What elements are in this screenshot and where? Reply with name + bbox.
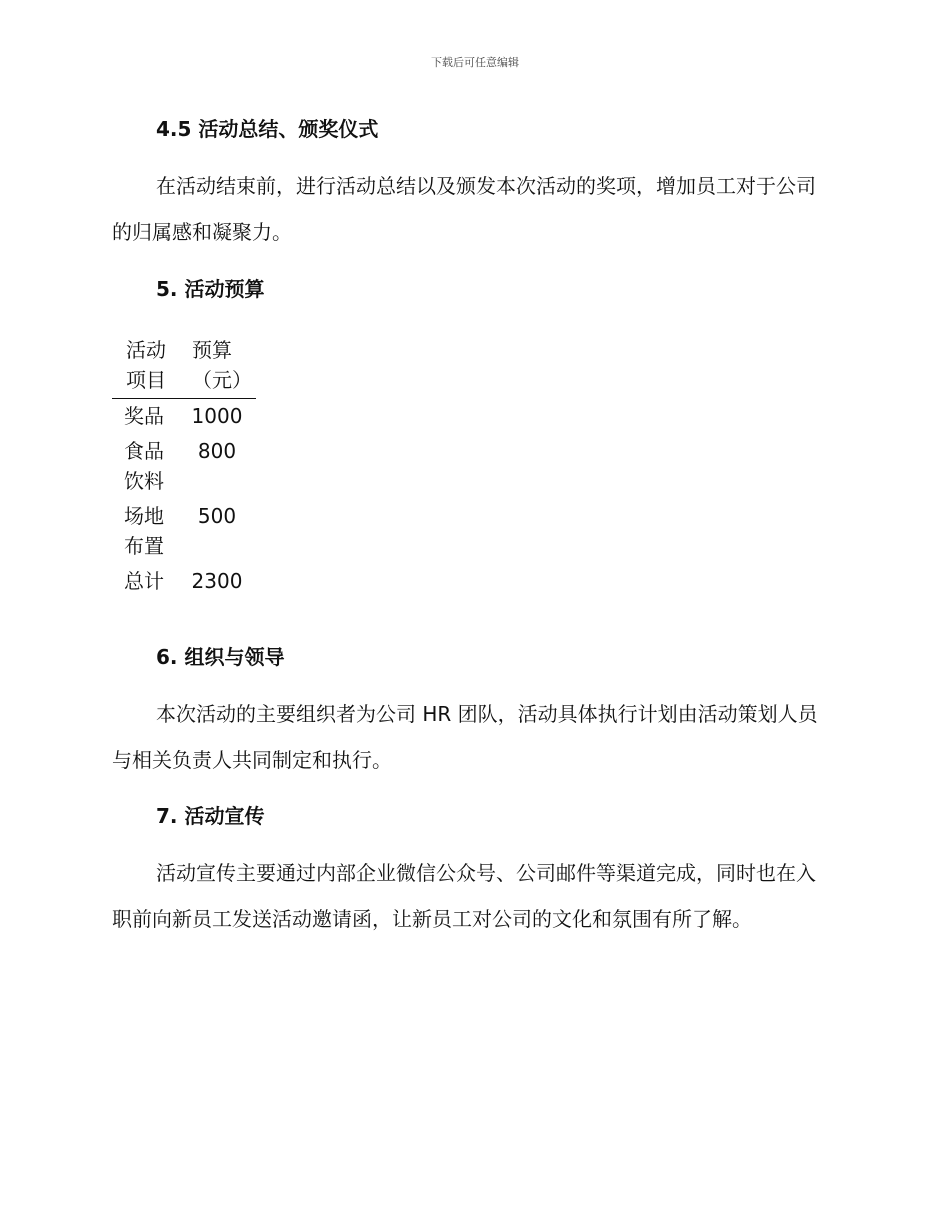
budget-table-header-row	[112, 333, 256, 399]
section-5-title: 5. 活动预算	[156, 277, 265, 301]
section-6-body	[112, 691, 832, 783]
table-row	[112, 564, 256, 599]
section-4-5-title: 4.5 活动总结、颁奖仪式	[156, 117, 379, 141]
row-item: 食品饮料	[124, 439, 164, 493]
page-header: 下载后可任意编辑	[431, 56, 519, 69]
row-amount: 2300	[191, 569, 243, 593]
column-header-item: 活动项目	[112, 333, 178, 399]
budget-table	[112, 333, 256, 599]
row-amount: 800	[197, 439, 237, 463]
section-4-5-text: 在活动结束前，进行活动总结以及颁发本次活动的奖项，增加员工对于公司的归属感和凝聚力。	[112, 174, 816, 244]
row-item: 奖品	[124, 404, 164, 428]
section-7-body	[112, 850, 832, 942]
section-6-text: 本次活动的主要组织者为公司 HR 团队，活动具体执行计划由活动策划人员与相关负责人共同制定和执行。	[112, 702, 818, 772]
row-amount: 1000	[191, 404, 243, 428]
column-header-amount: 预算（元）	[178, 333, 256, 399]
table-row	[112, 434, 256, 499]
row-amount: 500	[197, 504, 237, 528]
table-row	[112, 499, 256, 564]
row-item: 场地布置	[124, 504, 164, 558]
section-7-text: 活动宣传主要通过内部企业微信公众号、公司邮件等渠道完成，同时也在入职前向新员工发送活动邀请函，让新员工对公司的文化和氛围有所了解。	[112, 861, 816, 931]
table-row	[112, 399, 256, 435]
row-item: 总计	[124, 569, 164, 593]
section-6-title: 6. 组织与领导	[156, 645, 285, 669]
section-4-5-body	[112, 163, 832, 255]
section-7-title: 7. 活动宣传	[156, 804, 265, 828]
